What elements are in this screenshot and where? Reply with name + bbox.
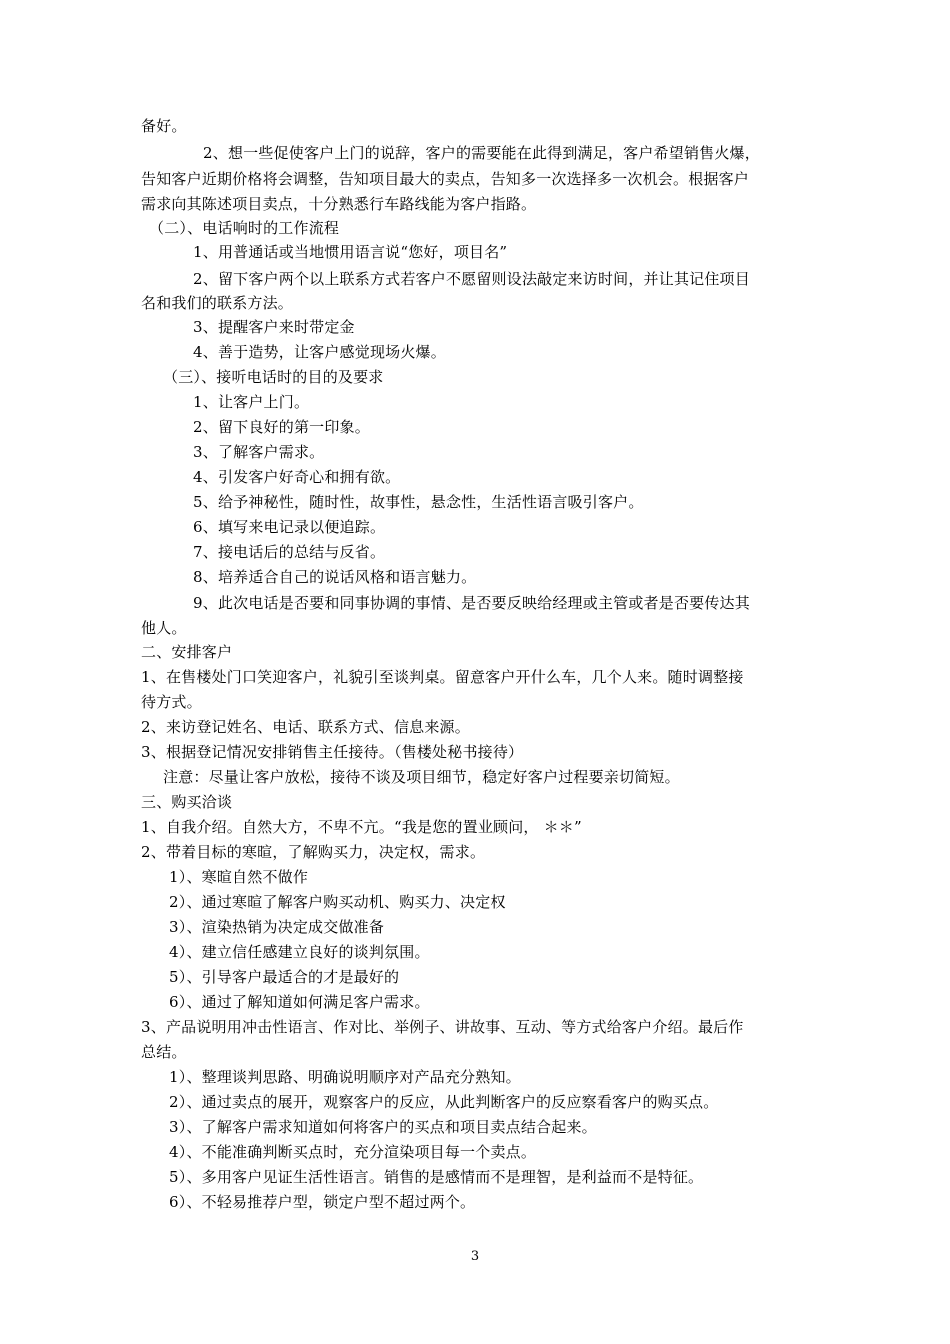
text-line: 4）、不能准确判断买点时，充分渲染项目每一个卖点。 [169,1143,537,1161]
text-line: 2）、通过寒暄了解客户购买动机、购买力、决定权 [169,893,506,911]
page-number: 3 [470,1249,480,1264]
text-line: 待方式。 [141,693,202,711]
text-line: 9、此次电话是否要和同事协调的事情、是否要反映给经理或主管或者是否要传达其 [193,594,750,612]
text-line: 2、想一些促使客户上门的说辞，客户的需要能在此得到满足，客户希望销售火爆， [203,144,760,162]
section-heading: 三、购买洽谈 [141,793,233,811]
text-line: 备好。 [141,117,187,135]
text-line: 4）、建立信任感建立良好的谈判氛围。 [169,943,430,961]
text-line: 6、填写来电记录以便追踪。 [193,518,386,536]
text-line: 7、接电话后的总结与反省。 [193,543,386,561]
text-line: 2）、通过卖点的展开，观察客户的反应，从此判断客户的反应察看客户的购买点。 [169,1093,719,1111]
text-line: 3）、渲染热销为决定成交做准备 [169,918,385,936]
text-line: 8、培养适合自己的说话风格和语言魅力。 [193,568,477,586]
text-line: 1、用普通话或当地惯用语言说“您好，项目名” [193,243,508,261]
text-line: 3、根据登记情况安排销售主任接待。（售楼处秘书接待） [141,743,524,761]
text-line: 2、带着目标的寒暄，了解购买力，决定权，需求。 [141,843,486,861]
text-line: 5）、引导客户最适合的才是最好的 [169,968,400,986]
text-line: 名和我们的联系方法。 [141,294,294,312]
text-line: 总结。 [141,1043,187,1061]
text-line: 需求向其陈述项目卖点，十分熟悉行车路线能为客户指路。 [141,195,537,213]
section-heading: （二）、电话响时的工作流程 [149,219,340,237]
text-line: 5、给予神秘性，随时性，故事性，悬念性，生活性语言吸引客户。 [193,493,644,511]
text-line: 2、留下客户两个以上联系方式若客户不愿留则设法敲定来访时间，并让其记住项目 [193,270,750,288]
text-line: 告知客户近期价格将会调整，告知项目最大的卖点，告知多一次选择多一次机会。根据客户 [141,170,750,188]
text-line: 1）、寒暄自然不做作 [169,868,309,886]
section-heading: （三）、接听电话时的目的及要求 [163,368,384,386]
text-line: 3、产品说明用冲击性语言、作对比、举例子、讲故事、互动、等方式给客户介绍。最后作 [141,1018,744,1036]
section-heading: 二、安排客户 [141,643,233,661]
text-line: 1、自我介绍。自然大方，不卑不亢。“我是您的置业顾问， ＊＊” [141,818,582,836]
text-line: 3、了解客户需求。 [193,443,325,461]
text-line: 1、在售楼处门口笑迎客户，礼貌引至谈判桌。留意客户开什么车，几个人来。随时调整接 [141,668,744,686]
text-line: 6）、不轻易推荐户型，锁定户型不超过两个。 [169,1193,476,1211]
text-line: 1）、整理谈判思路、明确说明顺序对产品充分熟知。 [169,1068,521,1086]
note-line: 注意：尽量让客户放松，接待不谈及项目细节，稳定好客户过程要亲切简短。 [163,768,680,786]
text-line: 1、让客户上门。 [193,393,310,411]
text-line: 2、来访登记姓名、电话、联系方式、信息来源。 [141,718,470,736]
text-line: 5）、多用客户见证生活性语言。销售的是感情而不是理智，是利益而不是特征。 [169,1168,704,1186]
text-line: 2、留下良好的第一印象。 [193,418,370,436]
text-line: 4、引发客户好奇心和拥有欲。 [193,468,401,486]
text-line: 3、提醒客户来时带定金 [193,318,355,336]
text-line: 3）、了解客户需求知道如何将客户的买点和项目卖点结合起来。 [169,1118,597,1136]
text-line: 他人。 [141,619,187,637]
text-line: 4、善于造势，让客户感觉现场火爆。 [193,343,446,361]
text-line: 6）、通过了解知道如何满足客户需求。 [169,993,430,1011]
